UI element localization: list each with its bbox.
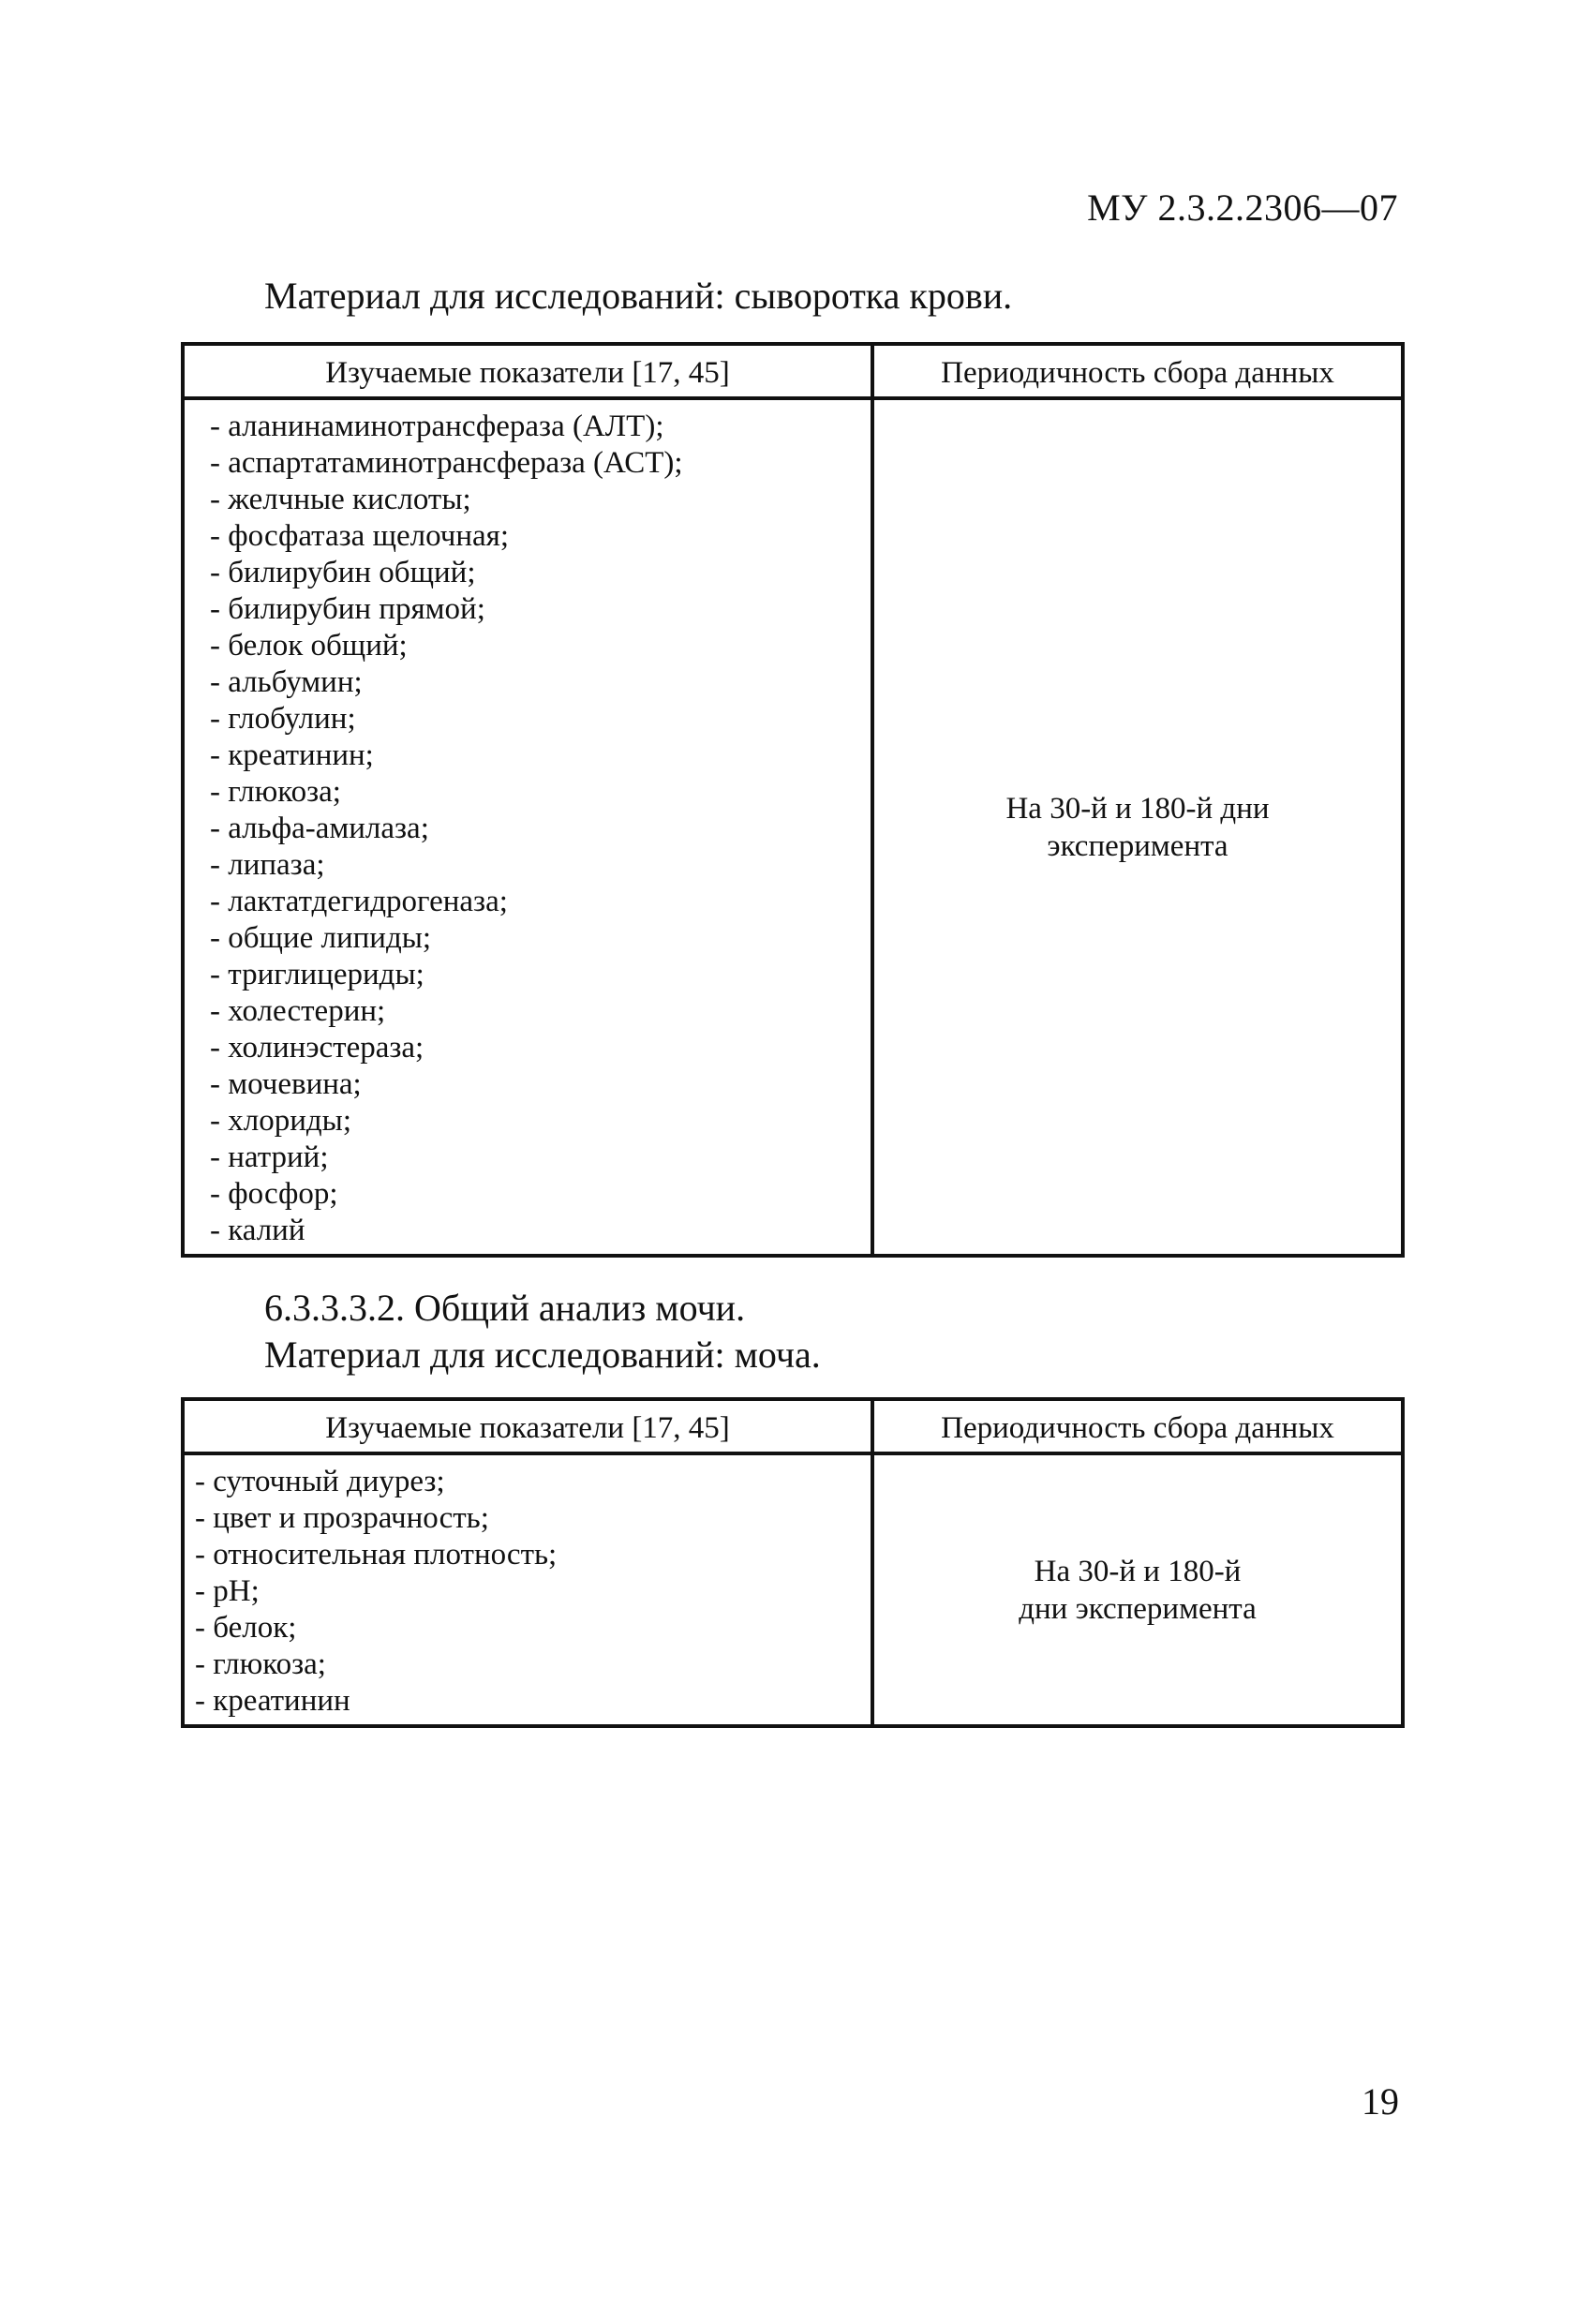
- list-item: - билирубин прямой;: [210, 592, 485, 626]
- list-item: - белок общий;: [210, 629, 408, 663]
- blood-indicators-table: [181, 342, 1405, 1258]
- table-row: [183, 1453, 1403, 1726]
- list-item: - креатинин: [195, 1684, 350, 1718]
- period-cell: [872, 398, 1403, 1256]
- list-item: - аспартатаминотрансфераза (АСТ);: [210, 446, 683, 480]
- urine-indicator-list: [186, 1456, 870, 1723]
- list-item: - фосфор;: [210, 1177, 338, 1211]
- list-item: - относительная плотность;: [195, 1538, 558, 1572]
- period-column-header: Периодичность сбора данных: [872, 1399, 1403, 1453]
- indicators-cell: [183, 398, 872, 1256]
- list-item: - лактатдегидрогеназа;: [210, 885, 508, 918]
- list-item: - белок;: [195, 1611, 297, 1645]
- period-text-line: На 30-й и 180-й дни: [1005, 791, 1270, 826]
- table-header-row: [183, 1399, 1403, 1453]
- period-column-header: Периодичность сбора данных: [872, 344, 1403, 398]
- list-item: - суточный диурез;: [195, 1465, 445, 1498]
- period-text-line: На 30-й и 180-й: [1034, 1554, 1242, 1588]
- list-item: - альбумин;: [210, 665, 363, 699]
- list-item: - альфа-амилаза;: [210, 812, 429, 845]
- table-row: [183, 398, 1403, 1256]
- list-item: - хлориды;: [210, 1104, 351, 1138]
- list-item: - калий: [210, 1214, 305, 1247]
- list-item: - желчные кислоты;: [210, 483, 471, 516]
- page-number: 19: [1362, 2080, 1399, 2123]
- urine-indicators-table: [181, 1397, 1405, 1728]
- table-header-row: [183, 344, 1403, 398]
- indicators-column-header: Изучаемые показатели [17, 45]: [183, 1399, 872, 1453]
- urine-material-caption: Материал для исследований: моча.: [264, 1333, 821, 1376]
- list-item: - холестерин;: [210, 994, 386, 1028]
- list-item: - холинэстераза;: [210, 1031, 424, 1065]
- period-text-line: эксперимента: [1047, 828, 1228, 863]
- blood-indicator-list: [186, 401, 870, 1253]
- document-code: МУ 2.3.2.2306—07: [1087, 186, 1398, 229]
- list-item: - мочевина;: [210, 1067, 362, 1101]
- list-item: - цвет и прозрачность;: [195, 1501, 489, 1535]
- list-item: - глюкоза;: [210, 775, 341, 809]
- list-item: - глюкоза;: [195, 1647, 326, 1681]
- list-item: - общие липиды;: [210, 921, 432, 955]
- indicators-column-header: Изучаемые показатели [17, 45]: [183, 344, 872, 398]
- list-item: - глобулин;: [210, 702, 356, 736]
- period-text-line: дни эксперимента: [1019, 1591, 1257, 1626]
- blood-material-caption: Материал для исследований: сыворотка крови.: [264, 275, 1013, 317]
- list-item: - креатинин;: [210, 738, 374, 772]
- list-item: - липаза;: [210, 848, 325, 882]
- list-item: - натрий;: [210, 1140, 329, 1174]
- list-item: - аланинаминотрансфераза (АЛТ);: [210, 410, 664, 443]
- urine-section-heading: 6.3.3.3.2. Общий анализ мочи.: [264, 1287, 746, 1329]
- period-cell: [872, 1453, 1403, 1726]
- list-item: - билирубин общий;: [210, 556, 476, 589]
- indicators-cell: [183, 1453, 872, 1726]
- list-item: - триглицериды;: [210, 958, 424, 991]
- list-item: - pH;: [195, 1574, 260, 1608]
- list-item: - фосфатаза щелочная;: [210, 519, 509, 553]
